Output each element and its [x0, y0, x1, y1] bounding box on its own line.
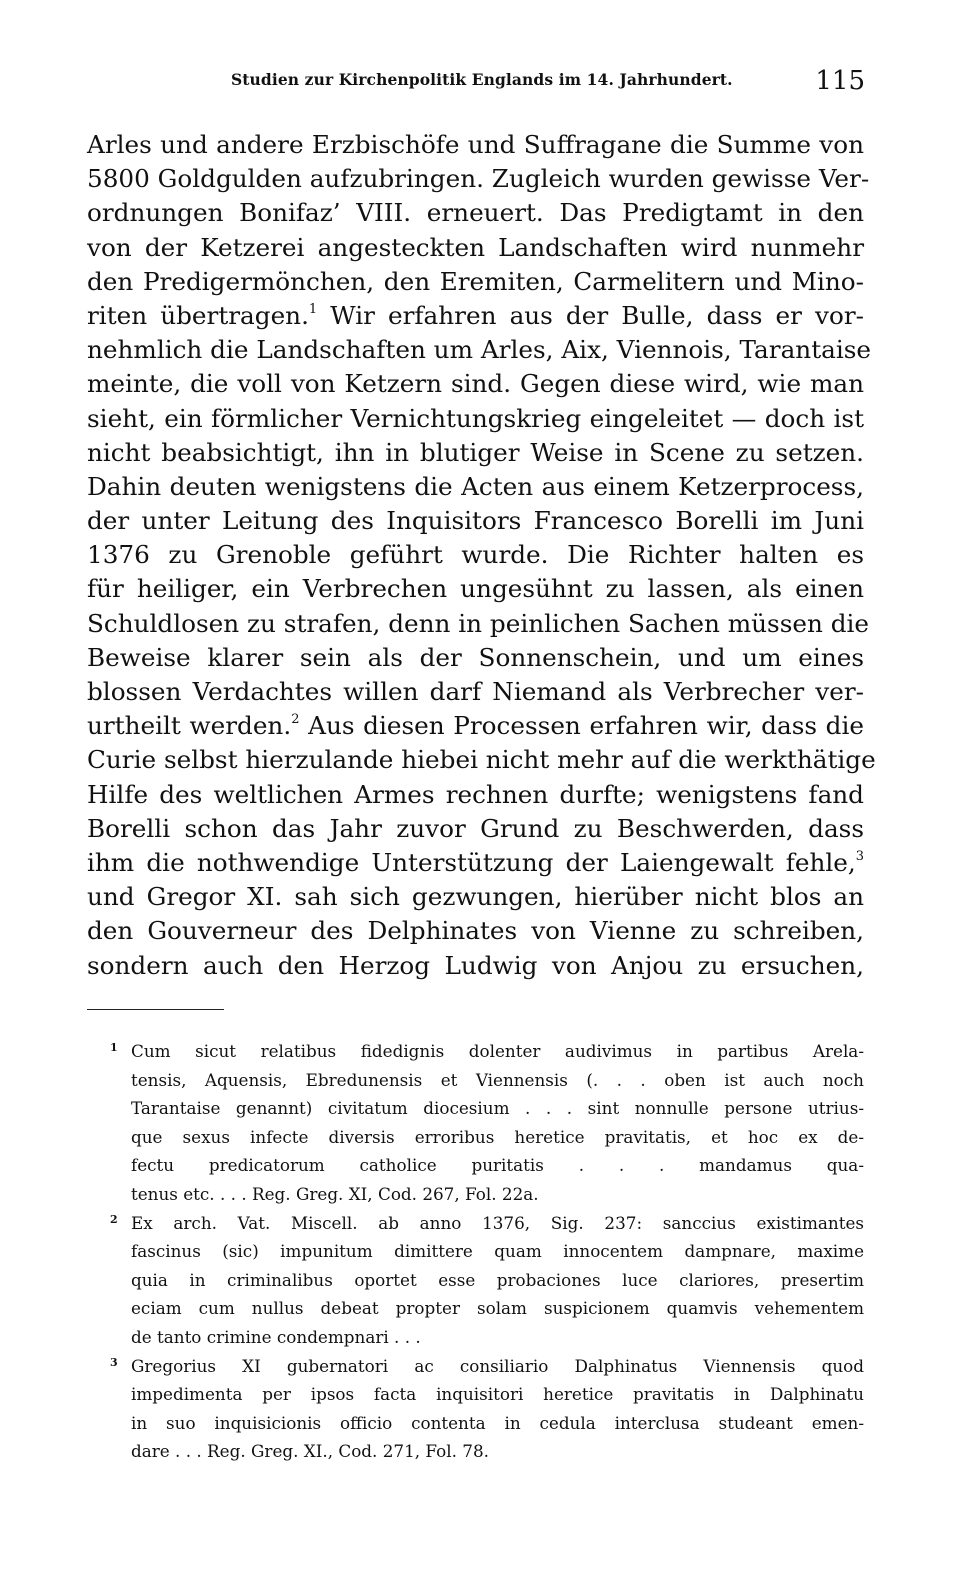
footnote-line: de tanto crimine condempnari . . .: [131, 1326, 421, 1347]
footnote-line: tenus etc. . . . Reg. Greg. XI, Cod. 267, Fol. 22a.: [131, 1183, 539, 1204]
text-line: ordnungen Bonifaz’ VIII. erneuert. Das Predigtamt in den: [87, 198, 864, 228]
footnote-mark-1: 1: [110, 1041, 118, 1054]
footnote-line: dare . . . Reg. Greg. XI., Cod. 271, Fol. 78.: [131, 1441, 489, 1462]
text-line: Beweise klarer sein als der Sonnenschein, und um eines: [87, 642, 864, 672]
text-line: Borelli schon das Jahr zuvor Grund zu Beschwerden, dass: [87, 813, 864, 843]
text-line: [87, 709, 864, 743]
footnote-line: que sexus infecte diversis erroribus heretice pravitatis, et hoc ex de-: [131, 1126, 864, 1147]
text-line: [87, 299, 864, 333]
text-line: nehmlich die Landschaften um Arles, Aix, Viennois, Tarantaise: [87, 335, 872, 365]
footnote-text: Ex arch. Vat. Miscell. ab anno 1376, Sig. 237: sanccius existimantes: [131, 1212, 864, 1233]
footnote-line: fectu predicatorum catholice puritatis . . . mandamus qua-: [131, 1155, 864, 1176]
footnote-line: Tarantaise genannt) civitatum diocesium . . . sint nonnulle persone utrius-: [131, 1098, 864, 1119]
footnote-ref-1[interactable]: 1: [308, 301, 318, 317]
text-line: Arles und andere Erzbischöfe und Suffragane die Summe von: [87, 130, 864, 159]
text-line: für heiliger, ein Verbrechen ungesühnt zu lassen, als einen: [87, 574, 864, 604]
text-line: 5800 Goldgulden aufzubringen. Zugleich wurden gewisse Ver-: [87, 164, 870, 194]
footnote-line: [110, 1037, 864, 1066]
text-line: sieht, ein förmlicher Vernichtungskrieg eingeleitet — doch ist: [87, 403, 864, 433]
text-line: der unter Leitung des Inquisitors Francesco Borelli im Juni: [87, 506, 864, 536]
text-fragment: urtheilt werden.: [87, 711, 292, 741]
footnote-divider: [87, 1009, 224, 1010]
text-line: von der Ketzerei angesteckten Landschaften wird nunmehr: [87, 232, 864, 262]
text-line: blossen Verdachtes willen darf Niemand als Verbrecher ver-: [87, 677, 864, 706]
footnote-line: in suo inquisicionis officio contenta in cedula interclusa studeant emen-: [131, 1412, 864, 1433]
text-fragment: ihm die nothwendige Unterstützung der Laiengewalt fehle,: [87, 847, 856, 877]
footnote-line: fascinus (sic) impunitum dimittere quam innocentem dampnare, maxime: [131, 1241, 864, 1262]
text-line: Dahin deuten wenigstens die Acten aus einem Ketzerprocess,: [87, 471, 864, 501]
text-fragment: Aus diesen Processen erfahren wir, dass die: [308, 711, 864, 741]
text-line: sondern auch den Herzog Ludwig von Anjou zu ersuchen,: [87, 950, 864, 980]
footnote-line: eciam cum nullus debeat propter solam suspicionem quamvis vehementem: [131, 1298, 864, 1319]
text-line: nicht beabsichtigt, ihn in blutiger Weise in Scene zu setzen.: [87, 437, 864, 467]
text-line: den Gouverneur des Delphinates von Vienne zu schreiben,: [87, 916, 864, 946]
text-line: Hilfe des weltlichen Armes rechnen durfte; wenigstens fand: [87, 779, 864, 809]
footnote-line: quia in criminalibus oportet esse probaciones luce clariores, presertim: [131, 1269, 864, 1290]
text-line: Curie selbst hierzulande hiebei nicht mehr auf die werkthätige: [87, 745, 876, 775]
text-line: Schuldlosen zu strafen, denn in peinlichen Sachen müssen die: [87, 608, 870, 638]
footnote-text: Gregorius XI gubernatori ac consiliario Dalphinatus Viennensis quod: [131, 1355, 864, 1376]
text-line: meinte, die voll von Ketzern sind. Gegen diese wird, wie man: [87, 369, 864, 399]
footnote-mark-2: 2: [110, 1212, 118, 1226]
footnote-line: [110, 1352, 864, 1381]
page-number: 115: [815, 66, 865, 96]
running-title: Studien zur Kirchenpolitik Englands im 14. Jahrhundert.: [231, 70, 733, 89]
footnote-text: Cum sicut relatibus fidedignis dolenter audivimus in partibus Arela-: [131, 1041, 864, 1061]
text-line: [87, 846, 864, 880]
main-text: [87, 128, 876, 983]
text-line: 1376 zu Grenoble geführt wurde. Die Richter halten es: [87, 540, 864, 570]
text-fragment: Wir erfahren aus der Bulle, dass er vor-: [330, 300, 864, 330]
footnote-line: tensis, Aquensis, Ebredunensis et Viennensis (. . . oben ist auch noch: [131, 1069, 864, 1090]
text-line: und Gregor XI. sah sich gezwungen, hierüber nicht blos an: [87, 882, 864, 912]
footnotes: [110, 1037, 864, 1466]
footnote-mark-3: 3: [110, 1355, 118, 1369]
text-line: den Predigermönchen, den Eremiten, Carmelitern und Mino-: [87, 266, 864, 296]
text-fragment: riten übertragen.: [87, 300, 309, 330]
footnote-line: impedimenta per ipsos facta inquisitori heretice pravitatis in Dalphinatu: [131, 1384, 864, 1405]
footnote-ref-2[interactable]: 2: [291, 712, 300, 728]
footnote-ref-3[interactable]: 3: [855, 848, 864, 864]
footnote-line: [110, 1209, 864, 1238]
